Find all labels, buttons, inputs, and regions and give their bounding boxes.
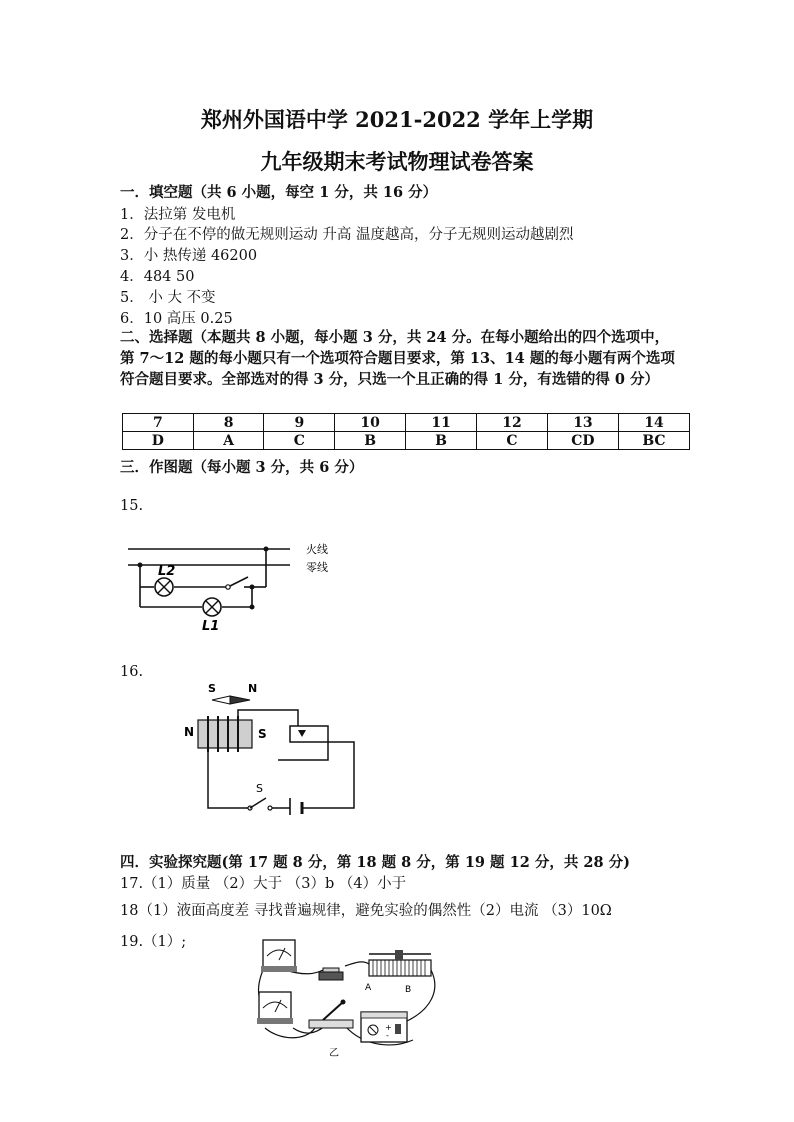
table-cell: C [264, 432, 335, 450]
needle-n-label: N [248, 682, 258, 695]
table-cell: 7 [123, 414, 194, 432]
table-cell: 10 [335, 414, 406, 432]
switch-icon [248, 798, 272, 810]
answer-line-2: 2．分子在不停的做无规则运动 升高 温度越高，分子无规则运动越剧烈 [120, 227, 574, 243]
table-cell: 11 [406, 414, 477, 432]
table-row-answers [123, 432, 690, 450]
table-cell: 9 [264, 414, 335, 432]
answer-line-1: 1．法拉第 发电机 [120, 207, 236, 223]
compass-needle-icon [212, 696, 250, 704]
question-16-number: 16. [120, 664, 144, 680]
answer-line-17: 17.（1）质量 （2）大于 （3）b （4）小于 [120, 876, 407, 892]
answer-table [122, 413, 690, 450]
table-cell: 8 [193, 414, 264, 432]
answer-line-18: 18（1）液面高度差 寻找普遍规律，避免实验的偶然性（2）电流 （3）10Ω [120, 903, 612, 919]
section4-heading: 四．实验探究题(第 17 题 8 分，第 18 题 8 分，第 19 题 12 分，共 28 分) [120, 854, 630, 871]
junction-dot [264, 547, 269, 552]
junction-dot [250, 585, 255, 590]
figure-yi-label: 乙 [329, 1048, 339, 1059]
svg-text:+: + [385, 1023, 392, 1032]
table-cell: CD [547, 432, 618, 450]
page-subtitle: 九年级期末考试物理试卷答案 [260, 149, 534, 174]
table-cell: 14 [618, 414, 689, 432]
page-title: 郑州外国语中学 2021-2022 学年上学期 [200, 107, 594, 132]
junction-dot [138, 563, 143, 568]
knife-switch-icon [309, 1000, 353, 1029]
experiment-diagram-19 [245, 930, 455, 1060]
lamp-l1-label: L1 [202, 619, 220, 634]
table-cell: D [123, 432, 194, 450]
switch-icon [226, 585, 230, 589]
rheostat-icon [369, 950, 431, 976]
table-cell: BC [618, 432, 689, 450]
table-cell: B [335, 432, 406, 450]
table-cell: 13 [547, 414, 618, 432]
question-15-number: 15. [120, 498, 144, 514]
resistor-icon [319, 968, 343, 980]
answer-line-5: 5． 小 大 不变 [120, 290, 216, 306]
terminal-a-label: A [365, 983, 372, 993]
terminal-b-label: B [405, 985, 412, 995]
power-supply-icon [361, 1012, 407, 1042]
lamp-l1-icon [203, 598, 221, 616]
junction-dot [250, 605, 255, 610]
answer-line-3: 3．小 热传递 46200 [120, 248, 258, 264]
answer-line-6: 6．10 高压 0.25 [120, 311, 233, 327]
section2-heading: 二、选择题（本题共 8 小题，每小题 3 分，共 24 分。在每小题给出的四个选项中，第 7～12 题的每小题只有一个选项符合题目要求，第 13、14 题的每小题有两个选项符合题目要求。全部选对的得 3 分，只选一个且正确的得 1 分，有选错的得 0 分） [120, 329, 675, 388]
electromagnet-diagram-16 [178, 680, 368, 815]
ammeter-icon [257, 992, 293, 1024]
rheostat-slider-icon [298, 730, 306, 737]
needle-s-label: S [208, 682, 216, 695]
table-cell: 12 [477, 414, 548, 432]
table-row-numbers [123, 414, 690, 432]
section3-heading: 三．作图题（每小题 3 分，共 6 分） [120, 459, 364, 476]
live-wire-label: 火线 [306, 543, 328, 556]
neutral-wire-label: 零线 [306, 561, 328, 574]
table-cell: B [406, 432, 477, 450]
answer-line-4: 4．484 50 [120, 269, 195, 285]
circuit-diagram-15 [120, 535, 350, 635]
svg-text:-: - [386, 1031, 389, 1040]
lamp-l2-icon [155, 578, 173, 596]
table-cell: A [193, 432, 264, 450]
battery-icon [290, 798, 302, 815]
table-cell: C [477, 432, 548, 450]
lamp-l2-label: L2 [158, 564, 176, 579]
coil-n-label: N [184, 725, 195, 739]
switch-label: S [256, 782, 263, 795]
answer-line-19: 19.（1）; [120, 934, 187, 950]
solenoid-icon [198, 716, 252, 752]
section1-heading: 一．填空题（共 6 小题，每空 1 分，共 16 分） [120, 184, 438, 201]
voltmeter-icon [261, 940, 297, 972]
coil-s-label: S [258, 727, 267, 741]
